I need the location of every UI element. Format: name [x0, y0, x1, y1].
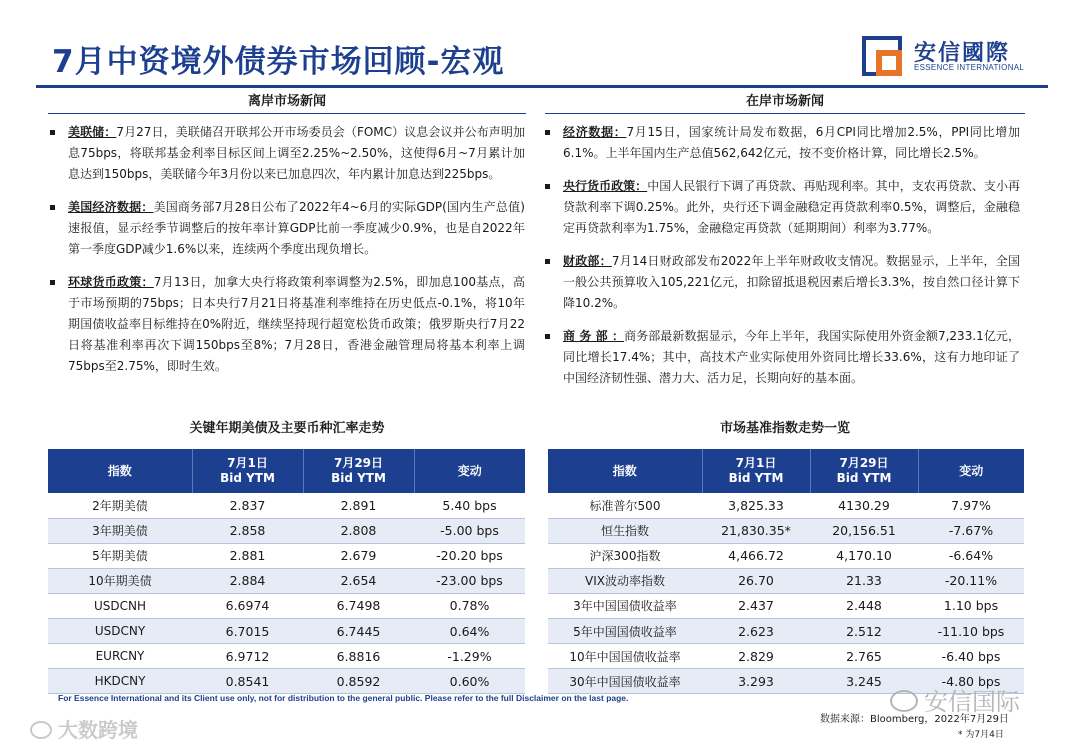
cell-jul1: 2.829 [702, 644, 810, 669]
table-row [548, 644, 1024, 669]
table-row [48, 593, 525, 618]
cell-change: -23.00 bps [414, 568, 525, 593]
cell-jul1: 0.8541 [192, 669, 303, 694]
title-divider [36, 85, 1048, 88]
cell-name: USDCNH [48, 593, 192, 618]
cell-jul29: 4,170.10 [810, 543, 918, 568]
news-item [545, 326, 1020, 389]
news-lead: 财政部： [563, 254, 612, 268]
company-logo [862, 34, 1042, 78]
table-row [48, 518, 525, 543]
table-row [548, 618, 1024, 643]
bond-fx-table [48, 449, 525, 694]
cell-jul29: 2.448 [810, 593, 918, 618]
cell-name: 30年中国国债收益率 [548, 669, 702, 694]
news-item [545, 176, 1020, 239]
cell-name: 3年中国国债收益率 [548, 593, 702, 618]
table-header-row [548, 449, 1024, 493]
cell-jul29: 0.8592 [303, 669, 414, 694]
col-header-jul1: 7月1日 Bid YTM [702, 449, 810, 493]
col-header-jul1: 7月1日 Bid YTM [192, 449, 303, 493]
cell-jul1: 2.623 [702, 618, 810, 643]
news-lead: 商 务 部 ： [563, 329, 625, 343]
watermark-logo-icon [30, 721, 52, 739]
cell-name: 沪深300指数 [548, 543, 702, 568]
cell-jul1: 21,830.35* [702, 518, 810, 543]
col-header-jul29: 7月29日 Bid YTM [810, 449, 918, 493]
cell-change: 7.97% [918, 493, 1024, 518]
watermark-right: 安信国际 [890, 682, 1020, 717]
essence-logo-icon [862, 36, 902, 76]
news-lead: 经济数据： [563, 125, 627, 139]
news-item [545, 122, 1020, 164]
cell-jul1: 6.6974 [192, 593, 303, 618]
col-header-change: 变动 [414, 449, 525, 493]
cell-jul29: 6.7498 [303, 593, 414, 618]
cell-name: HKDCNY [48, 669, 192, 694]
bullet-icon [545, 334, 550, 339]
cell-name: 5年期美债 [48, 543, 192, 568]
cell-jul1: 2.884 [192, 568, 303, 593]
bullet-icon [545, 184, 550, 189]
cell-name: 10年中国国债收益率 [548, 644, 702, 669]
cell-jul29: 3.245 [810, 669, 918, 694]
cell-change: 5.40 bps [414, 493, 525, 518]
index-table [548, 449, 1024, 694]
bullet-icon [545, 259, 550, 264]
disclaimer: For Essence International and its Client use only, not for distribution to the general public. Please refer to the full Disclaimer on the last page. [58, 693, 629, 703]
cell-name: 3年期美债 [48, 518, 192, 543]
cell-jul29: 2.765 [810, 644, 918, 669]
col-header-index: 指数 [548, 449, 702, 493]
bullet-icon [545, 130, 550, 135]
news-text: 商务部最新数据显示，今年上半年，我国实际使用外资金额7,233.1亿元，同比增长17.4%；其中，高技术产业实际使用外资同比增长33.6%，这有力地印证了中国经济韧性强、潜力大、活力足，长期向好的基本面。 [563, 329, 1020, 385]
cell-name: USDCNY [48, 618, 192, 643]
cell-change: -6.40 bps [918, 644, 1024, 669]
table-row [48, 669, 525, 694]
cell-jul29: 20,156.51 [810, 518, 918, 543]
col-header-jul29: 7月29日 Bid YTM [303, 449, 414, 493]
cell-name: 10年期美债 [48, 568, 192, 593]
cell-change: 0.60% [414, 669, 525, 694]
cell-jul1: 2.858 [192, 518, 303, 543]
table-row [548, 593, 1024, 618]
cell-jul1: 3,825.33 [702, 493, 810, 518]
col-header-change: 变动 [918, 449, 1024, 493]
table-row [48, 493, 525, 518]
cell-jul1: 26.70 [702, 568, 810, 593]
cell-change: -6.64% [918, 543, 1024, 568]
cell-name: 标准普尔500 [548, 493, 702, 518]
news-text: 美国商务部7月28日公布了2022年4~6月的实际GDP(国内生产总值)速报值，显示经季节调整后的按年率计算GDP比前一季度减少0.9%，也是自2022年第一季度GDP减少1.6%以来，连续两个季度出现负增长。 [68, 200, 525, 256]
cell-jul29: 21.33 [810, 568, 918, 593]
index-table-title: 市场基准指数走势一览 [719, 421, 850, 436]
cell-name: 5年中国国债收益率 [548, 618, 702, 643]
cell-change: 1.10 bps [918, 593, 1024, 618]
cell-jul29: 2.679 [303, 543, 414, 568]
logo-subtitle: ESSENCE INTERNATIONAL [914, 63, 1025, 72]
cell-jul29: 4130.29 [810, 493, 918, 518]
cell-jul29: 2.512 [810, 618, 918, 643]
table-row [48, 644, 525, 669]
bond-fx-table-title: 关键年期美债及主要币种汇率走势 [189, 421, 385, 436]
cell-change: -7.67% [918, 518, 1024, 543]
watermark-left: 大数跨境 [30, 714, 138, 743]
onshore-news [545, 122, 1020, 401]
cell-jul29: 2.808 [303, 518, 414, 543]
news-item [50, 122, 525, 185]
col-header-index: 指数 [48, 449, 192, 493]
news-lead: 美国经济数据： [68, 200, 154, 214]
cell-change: -1.29% [414, 644, 525, 669]
news-item [50, 272, 525, 377]
cell-jul1: 2.437 [702, 593, 810, 618]
cell-name: VIX波动率指数 [548, 568, 702, 593]
news-text: 中国人民银行下调了再贷款、再贴现利率。其中，支农再贷款、支小再贷款利率下调0.25%。此外，央行还下调金融稳定再贷款利率0.5%，调整后，金融稳定再贷款利率为1.75%，金融稳定再贷款（延期期间）利率为3.77%。 [563, 179, 1020, 235]
cell-change: -4.80 bps [918, 669, 1024, 694]
table-header-row [48, 449, 525, 493]
cell-jul1: 4,466.72 [702, 543, 810, 568]
cell-change: -5.00 bps [414, 518, 525, 543]
bullet-icon [50, 280, 55, 285]
data-source: 数据来源：Bloomberg，2022年7月29日 [820, 714, 1009, 725]
news-text: 7月14日财政部发布2022年上半年财政收支情况。数据显示，上半年，全国一般公共预算收入105,221亿元，扣除留抵退税因素后增长3.3%，按自然口径计算下降10.2%。 [563, 254, 1020, 310]
cell-jul29: 2.654 [303, 568, 414, 593]
logo-name: 安信國際 [914, 41, 1011, 66]
bullet-icon [50, 205, 55, 210]
cell-jul1: 6.7015 [192, 618, 303, 643]
news-text: 7月13日，加拿大央行将政策利率调整为2.5%，即加息100基点，高于市场预期的75bps；日本央行7月21日将基准利率维持在历史低点-0.1%，将10年期国债收益率目标维持在0%附近，继续坚持现行超宽松货币政策；俄罗斯央行7月22日将基准利率再次下调150bps至8%；7月28日，香港金融管理局将基本利率上调75bps至2.75%，即时生效。 [68, 275, 525, 373]
news-text: 7月27日，美联储召开联邦公开市场委员会（FOMC）议息会议并公布声明加息75bps，将联邦基金利率目标区间上调至2.25%~2.50%，这使得6月~7月累计加息达到150bps，美联储今年3月份以来已加息四次，年内累计加息达到225bps。 [68, 125, 525, 181]
table-row [548, 568, 1024, 593]
wechat-icon [890, 690, 918, 712]
cell-jul1: 2.837 [192, 493, 303, 518]
cell-change: 0.64% [414, 618, 525, 643]
cell-change: 0.78% [414, 593, 525, 618]
cell-jul1: 6.9712 [192, 644, 303, 669]
cell-change: -11.10 bps [918, 618, 1024, 643]
cell-jul1: 3.293 [702, 669, 810, 694]
table-row [48, 618, 525, 643]
cell-name: EURCNY [48, 644, 192, 669]
table-row [48, 543, 525, 568]
news-item [545, 251, 1020, 314]
table-row [548, 543, 1024, 568]
news-item [50, 197, 525, 260]
bullet-icon [50, 130, 55, 135]
news-lead: 央行货币政策： [563, 179, 648, 193]
cell-name: 恒生指数 [548, 518, 702, 543]
cell-jul29: 6.8816 [303, 644, 414, 669]
offshore-news [50, 122, 525, 389]
onshore-heading: 在岸市场新闻 [545, 92, 1025, 114]
table-row [548, 518, 1024, 543]
cell-jul1: 2.881 [192, 543, 303, 568]
news-lead: 环球货币政策： [68, 275, 154, 289]
table-row [548, 493, 1024, 518]
cell-jul29: 6.7445 [303, 618, 414, 643]
cell-change: -20.20 bps [414, 543, 525, 568]
news-lead: 美联储： [68, 125, 117, 139]
cell-change: -20.11% [918, 568, 1024, 593]
cell-jul29: 2.891 [303, 493, 414, 518]
page-title: 7月中资境外债券市场回顾-宏观 [52, 44, 505, 80]
table-row [48, 568, 525, 593]
footnote: * 为7月4日 [958, 730, 1004, 740]
offshore-heading: 离岸市场新闻 [48, 92, 526, 114]
cell-name: 2年期美债 [48, 493, 192, 518]
news-text: 7月15日，国家统计局发布数据，6月CPI同比增加2.5%，PPI同比增加6.1%。上半年国内生产总值562,642亿元，按不变价格计算，同比增长2.5%。 [563, 125, 1020, 160]
